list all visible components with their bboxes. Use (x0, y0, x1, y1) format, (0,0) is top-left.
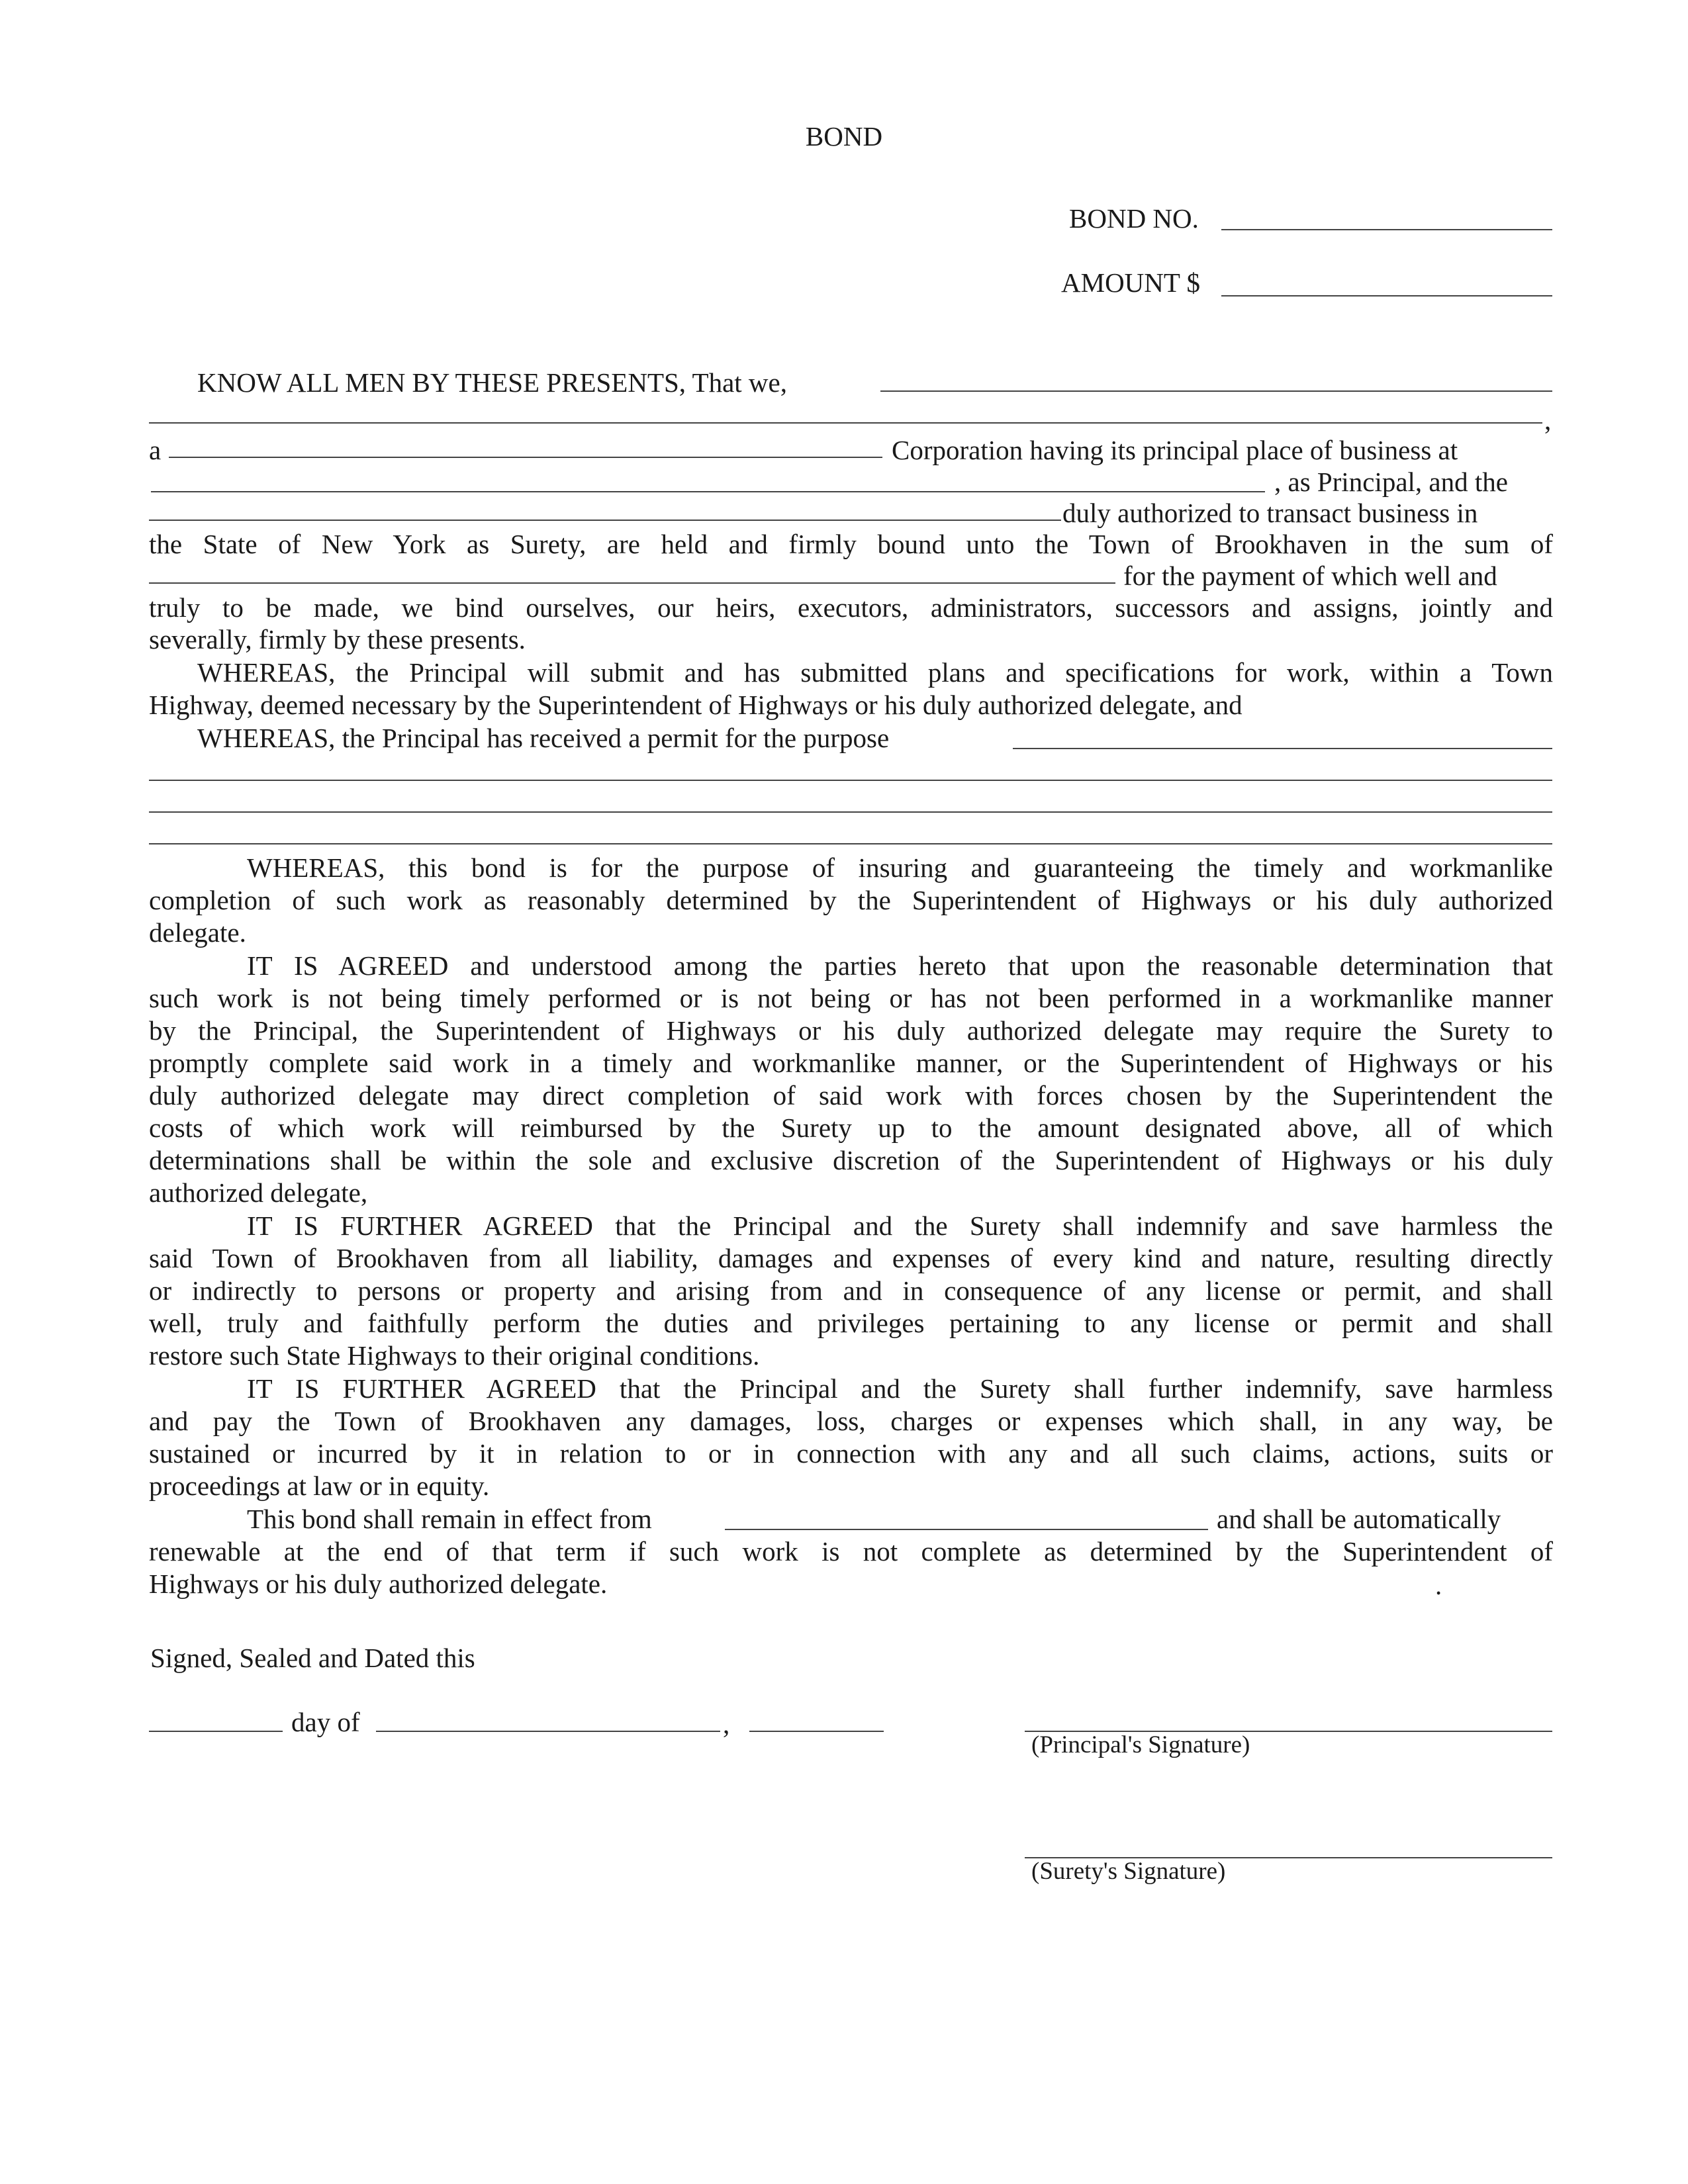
agreed-line: IT IS AGREED and understood among the parties hereto that upon the reasonable determination that (247, 950, 1553, 981)
state-line: the State of New York as Surety, are held and firmly bound unto the Town of Brookhaven in the sum of (149, 529, 1553, 559)
bond-sum-field[interactable] (149, 582, 1115, 584)
agreed-line: promptly complete said work in a timely and workmanlike manner, or the Superintendent of Highways or his (149, 1048, 1553, 1078)
truly-line: truly to be made, we bind ourselves, our heirs, executors, administrators, successors and assigns, jointly and (149, 592, 1553, 623)
whereas-permit-line: WHEREAS, the Principal has received a permit for the purpose (197, 723, 890, 753)
intro-line: KNOW ALL MEN BY THESE PRESENTS, That we, (197, 367, 787, 398)
surety-name-field[interactable] (149, 520, 1061, 521)
effect-start-text: This bond shall remain in effect from (247, 1504, 652, 1534)
a-label: a (149, 435, 162, 465)
effective-date-field[interactable] (725, 1529, 1208, 1530)
further-indemnify-line: sustained or incurred by it in relation to or in connection with any and all such claims, actions, suits or (149, 1438, 1553, 1469)
duly-authorized-text: duly authorized to transact business in (1062, 498, 1478, 528)
signed-sealed-text: Signed, Sealed and Dated this (150, 1643, 475, 1673)
state-of-incorporation-field[interactable] (169, 457, 882, 458)
month-field[interactable] (376, 1731, 720, 1732)
further-agreed-line: or indirectly to persons or property and arising from and in consequence of any license or permit, and shall (149, 1275, 1553, 1306)
effect-end-text: and shall be automatically (1217, 1504, 1501, 1534)
permit-purpose-field-4[interactable] (149, 843, 1552, 844)
further-indemnify-line: IT IS FURTHER AGREED that the Principal and the Surety shall further indemnify, save harmless (247, 1373, 1553, 1404)
agreed-line: determinations shall be within the sole and exclusive discretion of the Superintendent of Highways or his duly (149, 1145, 1553, 1175)
stray-dot: . (1435, 1570, 1442, 1600)
year-field[interactable] (749, 1731, 884, 1732)
corporation-text: Corporation having its principal place of business at (892, 435, 1458, 465)
further-indemnify-line: and pay the Town of Brookhaven any damages, loss, charges or expenses which shall, in any way, be (149, 1406, 1553, 1436)
further-indemnify-line: proceedings at law or in equity. (149, 1471, 490, 1501)
surety-signature-label: (Surety's Signature) (1031, 1858, 1226, 1885)
whereas-purpose-line: delegate. (149, 917, 246, 948)
document-title: BOND (805, 121, 883, 152)
comma-mark: , (1544, 405, 1552, 435)
agreed-line: duly authorized delegate may direct completion of said work with forces chosen by the Superintendent the (149, 1080, 1553, 1111)
whereas-purpose-line: WHEREAS, this bond is for the purpose of insuring and guaranteeing the timely and workmanlike (247, 852, 1553, 883)
amount-field[interactable] (1221, 295, 1552, 296)
day-field[interactable] (149, 1731, 283, 1732)
permit-purpose-field[interactable] (1013, 748, 1552, 749)
effect-delegate-line: Highways or his duly authorized delegate. (149, 1569, 608, 1599)
further-agreed-line: IT IS FURTHER AGREED that the Principal and the Surety shall indemnify and save harmless the (247, 1210, 1553, 1241)
permit-purpose-field-3[interactable] (149, 811, 1552, 813)
principal-name-field-2[interactable] (149, 422, 1542, 424)
permit-purpose-field-2[interactable] (149, 780, 1552, 781)
agreed-line: such work is not being timely performed or is not being or has not been performed in a workmanlike manner (149, 983, 1553, 1013)
bond-no-field[interactable] (1221, 229, 1552, 230)
agreed-line: costs of which work will reimbursed by the Surety up to the amount designated above, all of which (149, 1113, 1553, 1143)
agreed-line: by the Principal, the Superintendent of Highways or his duly authorized delegate may require the Surety to (149, 1015, 1553, 1046)
payment-text: for the payment of which well and (1123, 561, 1497, 591)
principal-text: , as Principal, and the (1274, 467, 1508, 497)
further-agreed-line: well, truly and faithfully perform the duties and privileges pertaining to any license or permit and shall (149, 1308, 1553, 1338)
agreed-line: authorized delegate, (149, 1177, 368, 1208)
amount-label: AMOUNT $ (1061, 267, 1200, 298)
whereas-plans-line-1: WHEREAS, the Principal will submit and has submitted plans and specifications for work, within a Town (197, 657, 1553, 688)
severally-line: severally, firmly by these presents. (149, 624, 526, 655)
further-agreed-line: said Town of Brookhaven from all liability, damages and expenses of every kind and nature, resulting directly (149, 1243, 1553, 1273)
day-of-text: day of (291, 1707, 360, 1737)
further-agreed-line: restore such State Highways to their original conditions. (149, 1340, 760, 1371)
business-address-field[interactable] (151, 491, 1265, 492)
effect-renewal-line: renewable at the end of that term if such work is not complete as determined by the Superintendent of (149, 1536, 1553, 1567)
principal-name-field[interactable] (880, 390, 1552, 392)
principal-signature-label: (Principal's Signature) (1031, 1731, 1250, 1758)
bond-no-label: BOND NO. (1069, 203, 1199, 234)
whereas-plans-line-2: Highway, deemed necessary by the Superintendent of Highways or his duly authorized delegate, and (149, 690, 1243, 720)
date-comma: , (723, 1709, 730, 1739)
whereas-purpose-line: completion of such work as reasonably determined by the Superintendent of Highways or his duly authorized (149, 885, 1553, 915)
